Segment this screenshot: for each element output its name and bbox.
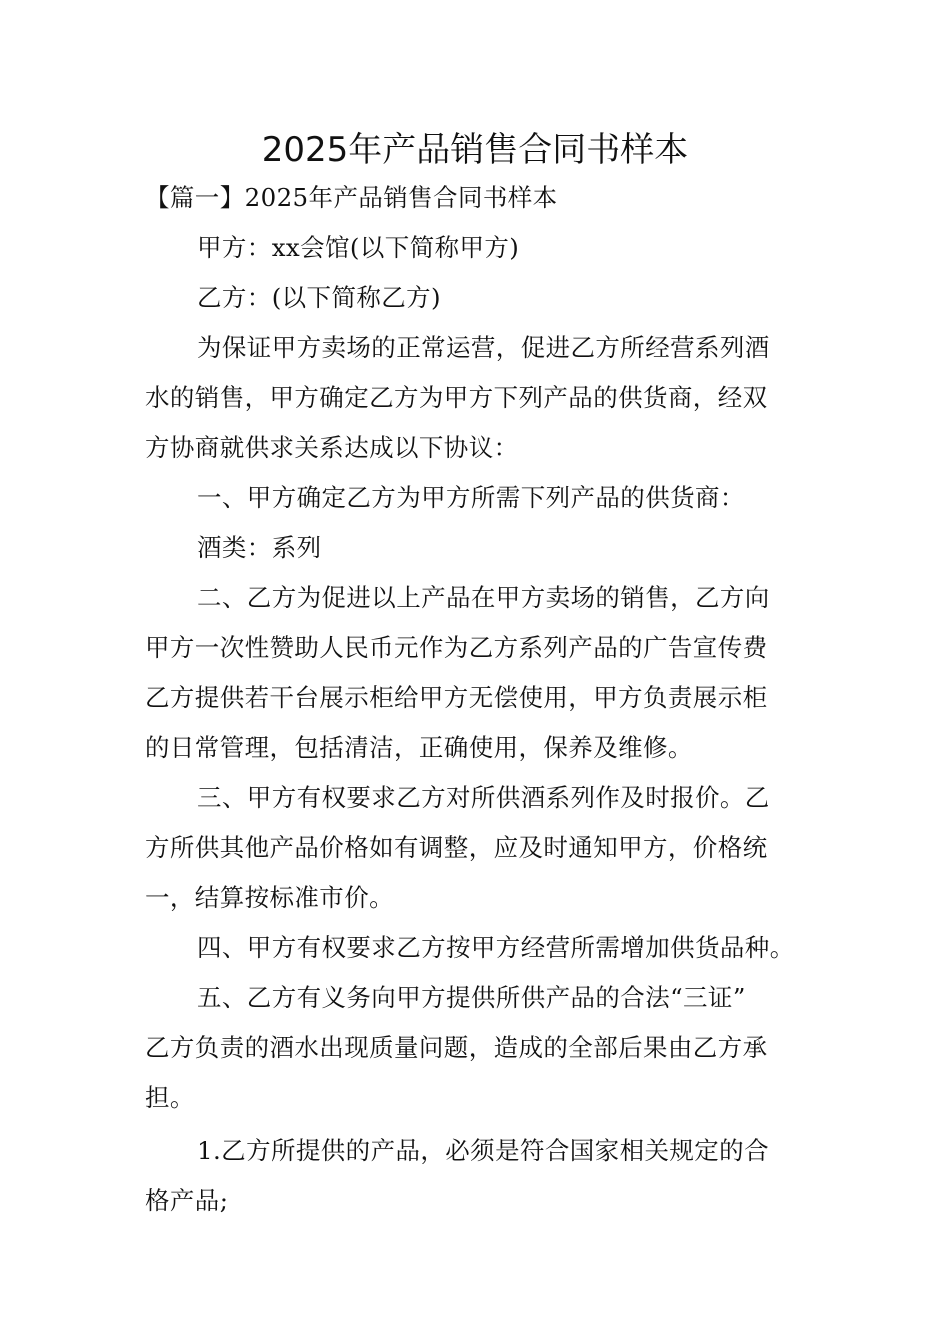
paragraph-line: 酒类：系列 [197, 533, 322, 562]
paragraph-line: 方所供其他产品价格如有调整，应及时通知甲方，价格统 [145, 833, 768, 862]
document-title: 2025年产品销售合同书样本 [261, 130, 689, 170]
paragraph-line: 方协商就供求关系达成以下协议： [145, 433, 519, 462]
section-heading: 【篇一】2025年产品销售合同书样本 [145, 183, 558, 212]
paragraph-line: 1.乙方所提供的产品，必须是符合国家相关规定的合 [197, 1136, 769, 1165]
paragraph-line: 乙方：(以下简称乙方) [197, 283, 442, 312]
paragraph-line: 乙方提供若干台展示柜给甲方无偿使用，甲方负责展示柜 [145, 683, 768, 712]
paragraph-line: 三、甲方有权要求乙方对所供酒系列作及时报价。乙 [197, 783, 770, 812]
paragraph-line: 一，结算按标准市价。 [145, 883, 394, 912]
paragraph-line: 担。 [145, 1083, 195, 1112]
paragraph-line: 二、乙方为促进以上产品在甲方卖场的销售，乙方向 [197, 583, 770, 612]
paragraph-line: 甲方一次性赞助人民币元作为乙方系列产品的广告宣传费 [145, 633, 768, 662]
paragraph-line: 的日常管理，包括清洁，正确使用，保养及维修。 [145, 733, 693, 762]
paragraph-line: 水的销售，甲方确定乙方为甲方下列产品的供货商，经双 [145, 383, 768, 412]
paragraph-line: 四、甲方有权要求乙方按甲方经营所需增加供货品种。 [197, 933, 795, 962]
paragraph-line: 乙方负责的酒水出现质量问题，造成的全部后果由乙方承 [145, 1033, 768, 1062]
paragraph-line: 甲方：xx会馆(以下简称甲方) [197, 233, 520, 262]
document-body [145, 180, 810, 1233]
paragraph-line: 为保证甲方卖场的正常运营，促进乙方所经营系列酒 [197, 333, 770, 362]
paragraph-line: 一、甲方确定乙方为甲方所需下列产品的供货商： [197, 483, 745, 512]
paragraph-line: 五、乙方有义务向甲方提供所供产品的合法“三证” [197, 983, 746, 1012]
paragraph-line: 格产品; [145, 1186, 229, 1215]
